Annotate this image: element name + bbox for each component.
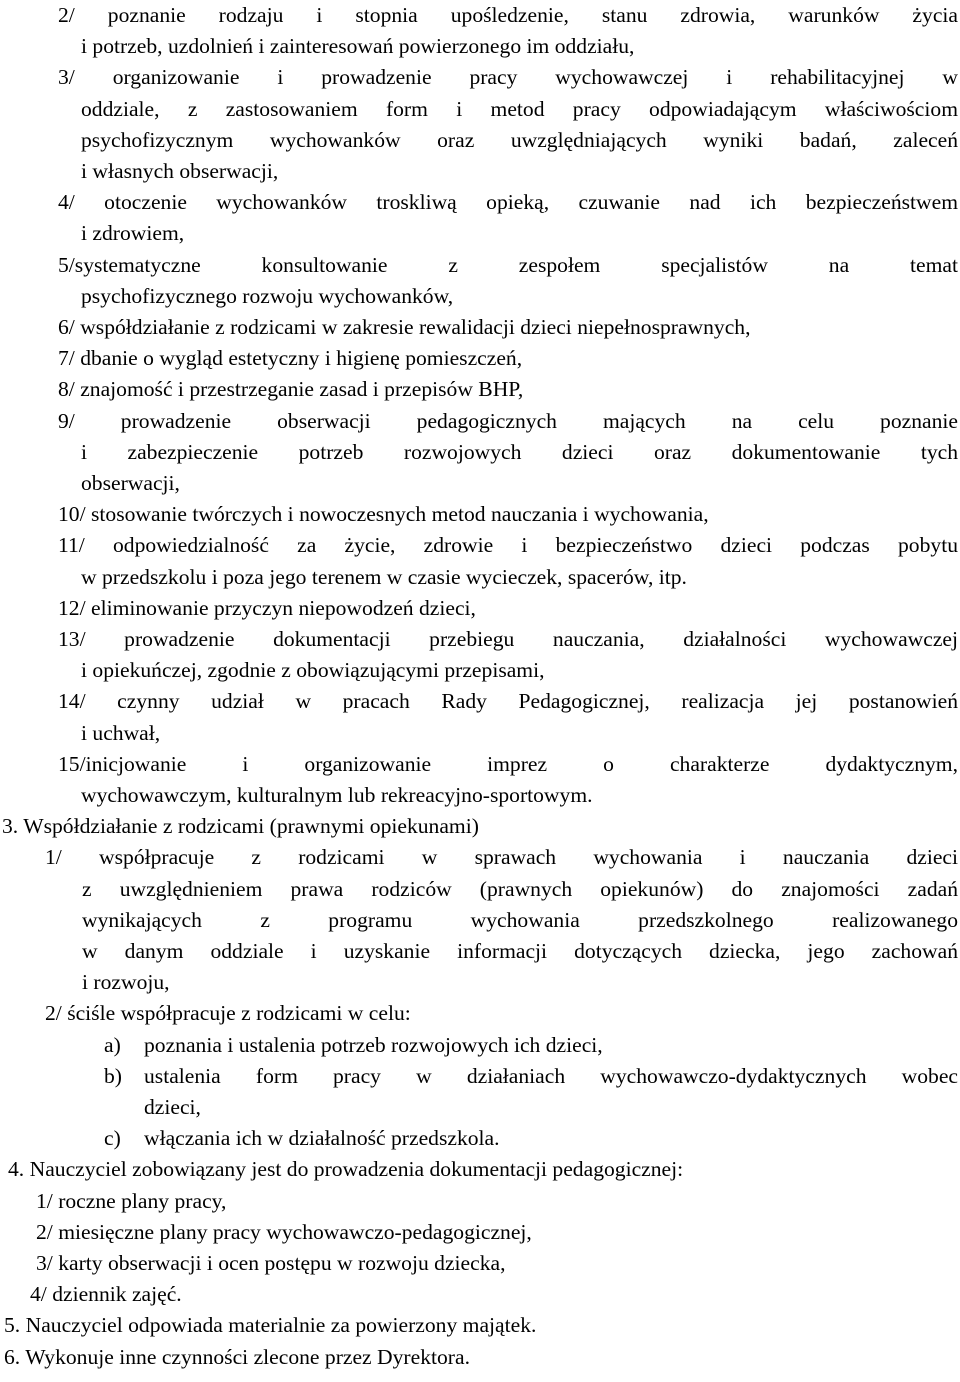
text-line: w danym oddziale i uzyskanie informacji dotyczących dziecka, jego zachowań xyxy=(82,938,958,963)
text-line: ustalenia form pracy w działaniach wychowawczo-dydaktycznych wobec xyxy=(144,1063,958,1088)
duty-item-11 xyxy=(58,530,958,592)
text-line: 5. Nauczyciel odpowiada materialnie za powierzony majątek. xyxy=(4,1313,537,1338)
text-line: z uwzględnieniem prawa rodziców (prawnych opiekunów) do znajomości zadań xyxy=(82,876,958,901)
section-4-item-3 xyxy=(36,1248,936,1279)
section-4-item-2 xyxy=(36,1217,936,1248)
text-line: 6. Wykonuje inne czynności zlecone przez Dyrektora. xyxy=(4,1344,470,1369)
text-line: 1/ roczne plany pracy, xyxy=(36,1188,227,1213)
section-3-item-2 xyxy=(45,998,958,1029)
heading-line: 4. Nauczyciel zobowiązany jest do prowadzenia dokumentacji pedagogicznej: xyxy=(8,1157,684,1182)
text-line: włączania ich w działalność przedszkola. xyxy=(144,1126,500,1151)
text-line: i zabezpieczenie potrzeb rozwojowych dzieci oraz dokumentowanie tych xyxy=(81,439,958,464)
subitem-marker: a) xyxy=(104,1032,121,1057)
text-line: i potrzeb, uzdolnień i zainteresowań powierzonego im oddziału, xyxy=(81,34,635,59)
text-line: dzieci, xyxy=(144,1094,201,1119)
text-line: i zdrowiem, xyxy=(81,221,185,246)
text-line: i własnych obserwacji, xyxy=(81,158,279,183)
section-6 xyxy=(4,1342,954,1373)
text-line: 14/ czynny udział w pracach Rady Pedagogicznej, realizacja jej postanowień xyxy=(58,689,958,714)
duty-item-15 xyxy=(58,749,958,811)
text-line: psychofizycznego rozwoju wychowanków, xyxy=(81,283,454,308)
text-line: 10/ stosowanie twórczych i nowoczesnych metod nauczania i wychowania, xyxy=(58,502,709,527)
text-line: 7/ dbanie o wygląd estetyczny i higienę pomieszczeń, xyxy=(58,346,523,371)
duty-item-6 xyxy=(58,312,958,343)
duty-item-9 xyxy=(58,406,958,500)
duty-item-10 xyxy=(58,499,958,530)
section-4-heading xyxy=(8,1154,958,1185)
text-line: w przedszkolu i poza jego terenem w czasie wycieczek, spacerów, itp. xyxy=(81,564,687,589)
text-line: poznania i ustalenia potrzeb rozwojowych ich dzieci, xyxy=(144,1032,603,1057)
subitem-marker: b) xyxy=(104,1063,122,1088)
text-line: i rozwoju, xyxy=(82,970,170,995)
text-line: 4/ otoczenie wychowanków troskliwą opieką, czuwanie nad ich bezpieczeństwem xyxy=(58,190,958,215)
text-line: 3/ organizowanie i prowadzenie pracy wychowawczej i rehabilitacyjnej w xyxy=(58,65,958,90)
section-5 xyxy=(4,1310,954,1341)
duty-item-8 xyxy=(58,374,958,405)
duty-item-5 xyxy=(58,250,958,312)
subitem-c xyxy=(104,1123,958,1154)
duty-item-3 xyxy=(58,62,958,187)
heading-line: 3. Współdziałanie z rodzicami (prawnymi opiekunami) xyxy=(2,814,479,839)
subitem-marker: c) xyxy=(104,1126,121,1151)
duty-item-13 xyxy=(58,624,958,686)
text-line: 13/ prowadzenie dokumentacji przebiegu nauczania, działalności wychowawczej xyxy=(58,627,958,651)
text-line: 11/ odpowiedzialność za życie, zdrowie i bezpieczeństwo dzieci podczas pobytu xyxy=(58,533,958,558)
text-line: 9/ prowadzenie obserwacji pedagogicznych mających na celu poznanie xyxy=(58,408,958,433)
text-line: 1/ współpracuje z rodzicami w sprawach wychowania i nauczania dzieci xyxy=(45,845,958,870)
duty-item-7 xyxy=(58,343,958,374)
text-line: 15/inicjowanie i organizowanie imprez o charakterze dydaktycznym, xyxy=(58,751,958,776)
duty-item-2 xyxy=(58,0,958,62)
text-line: 2/ ściśle współpracuje z rodzicami w celu: xyxy=(45,1001,411,1026)
text-line: obserwacji, xyxy=(81,470,180,495)
section-4-item-4 xyxy=(30,1279,930,1310)
text-line: 8/ znajomość i przestrzeganie zasad i przepisów BHP, xyxy=(58,377,524,402)
text-line: 6/ współdziałanie z rodzicami w zakresie rewalidacji dzieci niepełnosprawnych, xyxy=(58,315,751,339)
text-line: 5/systematyczne konsultowanie z zespołem specjalistów na temat xyxy=(58,252,958,277)
section-4-item-1 xyxy=(36,1186,936,1217)
text-line: 3/ karty obserwacji i ocen postępu w rozwoju dziecka, xyxy=(36,1251,506,1275)
duty-item-14 xyxy=(58,686,958,748)
text-line: wychowawczym, kulturalnym lub rekreacyjno-sportowym. xyxy=(81,782,593,807)
text-line: psychofizycznym wychowanków oraz uwzględniających wyniki badań, zaleceń xyxy=(81,127,958,152)
duty-item-4 xyxy=(58,187,958,249)
text-line: 12/ eliminowanie przyczyn niepowodzeń dzieci, xyxy=(58,595,476,620)
duty-item-12 xyxy=(58,593,958,624)
text-line: 2/ miesięczne plany pracy wychowawczo-pedagogicznej, xyxy=(36,1219,532,1244)
subitem-a xyxy=(104,1030,958,1061)
text-line: wynikających z programu wychowania przedszkolnego realizowanego xyxy=(82,907,958,932)
text-line: 4/ dziennik zajęć. xyxy=(30,1282,182,1307)
text-line: i uchwał, xyxy=(81,720,161,745)
text-line: 2/ poznanie rodzaju i stopnia upośledzenie, stanu zdrowia, warunków życia xyxy=(58,3,958,27)
subitem-b xyxy=(104,1061,958,1123)
section-3-heading xyxy=(2,811,952,842)
section-3-item-1 xyxy=(45,842,958,998)
text-line: i opiekuńczej, zgodnie z obowiązującymi przepisami, xyxy=(81,658,545,683)
text-line: oddziale, z zastosowaniem form i metod pracy odpowiadającym właściwościom xyxy=(81,96,958,121)
